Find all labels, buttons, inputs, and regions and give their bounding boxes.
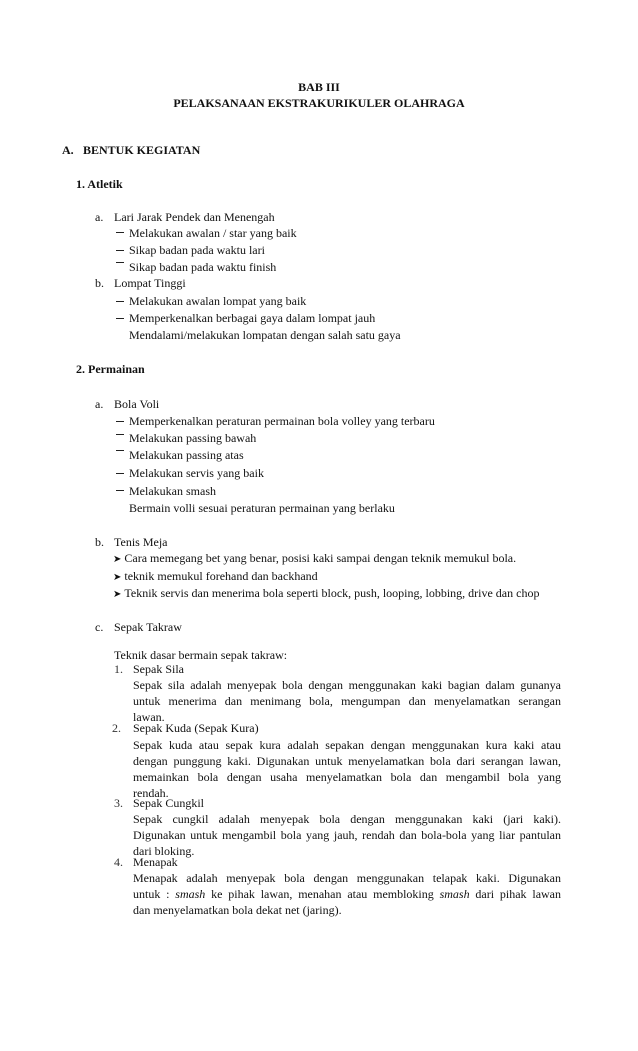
tenis-item (113, 586, 539, 602)
description-line: memainkan bola dengan usaha menyelamatkan bola dan mengambil bola yang (133, 770, 561, 784)
atletik-a-title: Lari Jarak Pendek dan Menengah (114, 210, 275, 224)
line-text: untuk : (133, 887, 176, 901)
description-line: dan menyelamatkan bola dekat net (jaring). (133, 903, 342, 917)
voli-item: Melakukan passing atas (129, 448, 244, 462)
technique-name: Sepak Cungkil (133, 796, 204, 810)
technique-description (133, 870, 561, 918)
takraw-title: Sepak Takraw (114, 620, 182, 634)
line-text: dari pihak lawan (469, 887, 562, 901)
description-line: rendah. (133, 786, 169, 800)
atletik-b-item: Melakukan awalan lompat yang baik (129, 294, 307, 308)
description-line: Sepak sila adalah menyepak bola dengan menggunakan kaki bagian dalam gunanya (133, 678, 561, 692)
emphasis-text: smash (439, 887, 470, 901)
dash-marker (116, 434, 124, 435)
dash-marker (116, 262, 124, 263)
description-line (133, 886, 561, 902)
atletik-b-title: Lompat Tinggi (114, 276, 186, 290)
dash-marker (116, 421, 124, 422)
tenis-title: Tenis Meja (114, 535, 168, 549)
atletik-b-label: b. (95, 276, 104, 290)
atletik-b-item: Mendalami/melakukan lompatan dengan salah satu gaya (129, 328, 401, 342)
voli-item: Melakukan servis yang baik (129, 466, 264, 480)
description-line: lawan. (133, 710, 165, 724)
technique-name: Sepak Sila (133, 662, 184, 676)
voli-title: Bola Voli (114, 397, 160, 411)
dash-marker (116, 318, 124, 319)
technique-name: Menapak (133, 855, 178, 869)
technique-description (133, 737, 561, 801)
description-line: untuk menerima dan menimang bola, mengumpan dan menyelamatkan serangan (133, 694, 561, 708)
tenis-item-text: Teknik servis dan menerima bola seperti block, push, looping, lobbing, drive dan chop (124, 586, 540, 600)
voli-item: Memperkenalkan peraturan permainan bola volley yang terbaru (129, 414, 435, 428)
technique-number: 1. (114, 662, 123, 676)
arrow-bullet-icon: ➤ (113, 554, 122, 565)
dash-marker (116, 250, 124, 251)
description-line: Menapak adalah menyepak bola dengan menggunakan telapak kaki. Digunakan (133, 871, 561, 885)
dash-marker (116, 490, 124, 491)
line-text: ke pihak lawan, menahan atau membloking (205, 887, 440, 901)
atletik-heading: 1. Atletik (76, 177, 123, 191)
description-line: Sepak kuda atau sepak kura adalah sepakan dengan menggunakan kura kaki atau (133, 738, 561, 752)
arrow-bullet-icon: ➤ (113, 572, 122, 583)
technique-number: 4. (114, 855, 123, 869)
technique-description (133, 677, 561, 725)
atletik-a-item: Sikap badan pada waktu finish (129, 260, 277, 274)
voli-label: a. (95, 397, 104, 411)
tenis-item-text: teknik memukul forehand dan backhand (124, 569, 318, 583)
technique-description (133, 811, 561, 859)
atletik-a-item: Sikap badan pada waktu lari (129, 243, 265, 257)
emphasis-text: smash (175, 887, 206, 901)
voli-item: Bermain volli sesuai peraturan permainan yang berlaku (129, 501, 395, 515)
technique-number: 3. (114, 796, 123, 810)
atletik-a-item: Melakukan awalan / star yang baik (129, 226, 297, 240)
dash-marker (116, 473, 124, 474)
technique-number: 2. (112, 721, 121, 735)
chapter-heading: BAB III (298, 80, 340, 94)
tenis-item-text: Cara memegang bet yang benar, posisi kaki sampai dengan teknik memukul bola. (124, 551, 517, 565)
chapter-title: PELAKSANAAN EKSTRAKURIKULER OLAHRAGA (173, 96, 465, 110)
technique-name: Sepak Kuda (Sepak Kura) (133, 721, 259, 735)
voli-item: Melakukan passing bawah (129, 431, 257, 445)
section-a-title: BENTUK KEGIATAN (83, 143, 201, 157)
description-line: Sepak cungkil adalah menyepak bola dengan menggunakan kaki (jari kaki). (133, 812, 561, 826)
tenis-label: b. (95, 535, 104, 549)
tenis-item (113, 569, 318, 585)
atletik-b-item: Memperkenalkan berbagai gaya dalam lompat jauh (129, 311, 376, 325)
dash-marker (116, 232, 124, 233)
description-line: dari bloking. (133, 844, 195, 858)
description-line: Digunakan untuk mengambil bola yang jauh, rendah dan bola-bola yang liar pantulan (133, 828, 561, 842)
dash-marker (116, 301, 124, 302)
description-line: dengan punggung kaki. Digunakan untuk menyelamatkan bola dari serangan lawan, (133, 754, 561, 768)
dash-marker (116, 450, 124, 451)
section-a-label: A. (62, 143, 74, 157)
takraw-intro: Teknik dasar bermain sepak takraw: (114, 648, 288, 662)
voli-item: Melakukan smash (129, 484, 216, 498)
arrow-bullet-icon: ➤ (113, 589, 122, 600)
tenis-item (113, 551, 516, 567)
atletik-a-label: a. (95, 210, 104, 224)
permainan-heading: 2. Permainan (76, 362, 145, 376)
takraw-label: c. (95, 620, 104, 634)
